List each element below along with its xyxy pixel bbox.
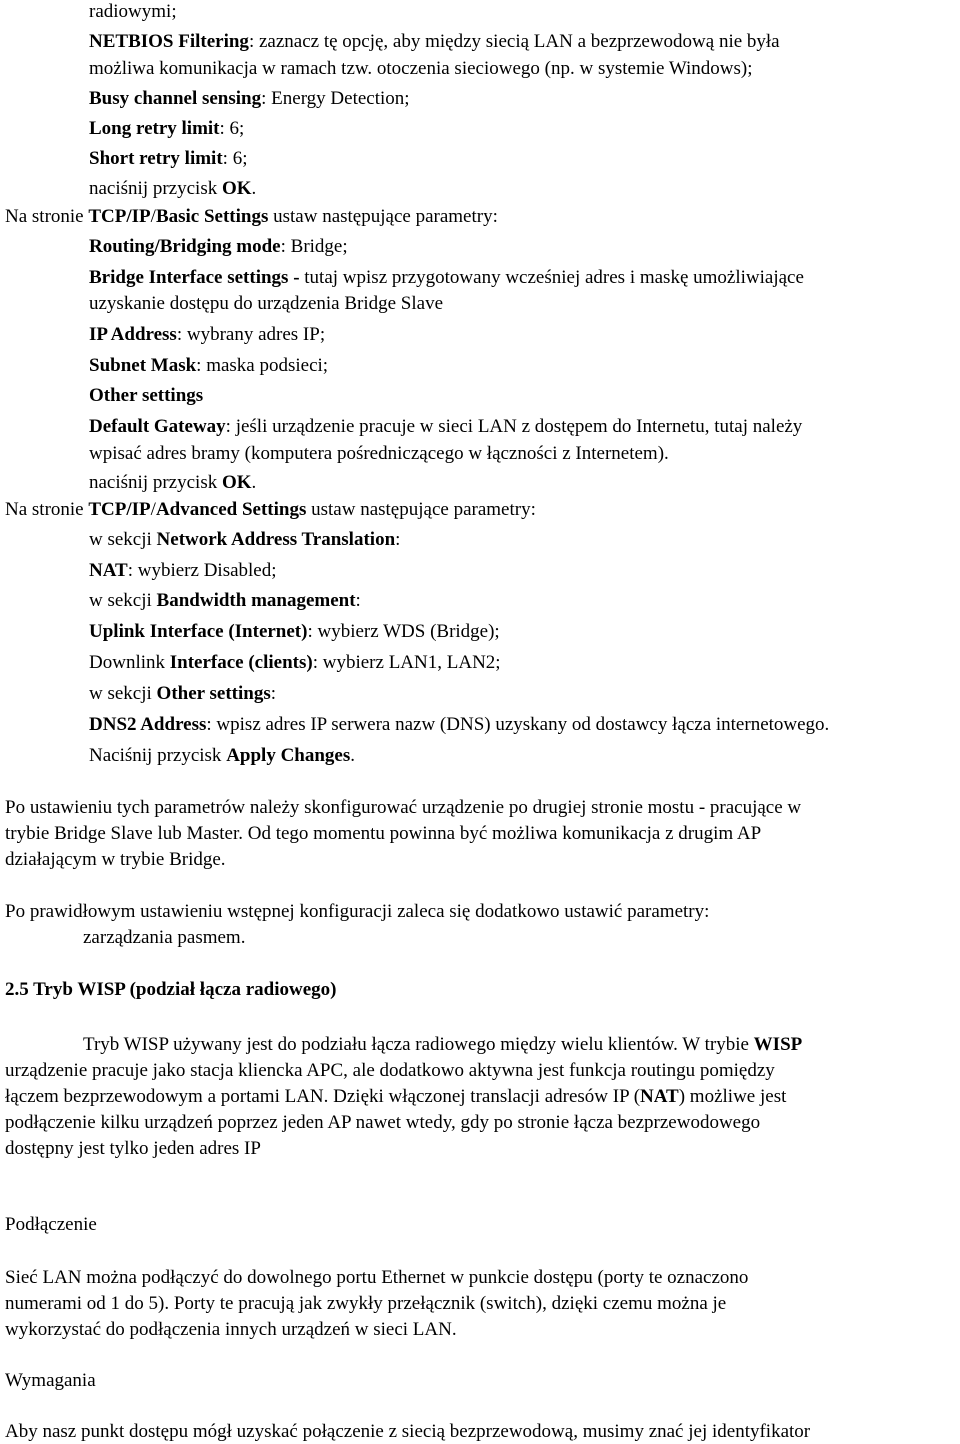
- text-run: w sekcji: [89, 683, 157, 704]
- text-line: [89, 355, 328, 377]
- text-line: [5, 1267, 748, 1289]
- text-run: Sieć LAN można podłączyć do dowolnego portu Ethernet w punkcie dostępu (porty te oznaczono: [5, 1267, 749, 1288]
- bold-run: Uplink Interface (Internet): [89, 621, 308, 642]
- text-line: [89, 118, 244, 140]
- bold-run: DNS2 Address: [89, 714, 207, 735]
- text-line: [5, 1138, 261, 1160]
- bold-run: NAT: [89, 560, 128, 581]
- text-line: [89, 148, 247, 170]
- bold-run: WISP: [753, 1034, 803, 1055]
- text-line: [89, 293, 443, 315]
- text-line: [89, 683, 276, 705]
- text-run: urządzenie pracuje jako stacja klienck​a APC, ale dodatkowo aktywna jest funkcja routingu pomiędzy: [5, 1060, 775, 1081]
- text-run: wykorzystać do podłączenia innych urządzeń w sieci LAN.: [5, 1319, 457, 1340]
- text-line: [5, 797, 801, 819]
- text-line: [89, 31, 780, 53]
- text-run: .: [251, 472, 257, 493]
- bold-run: Default Gateway: [89, 416, 226, 437]
- text-run: : wybierz LAN1, LAN2;: [312, 652, 501, 673]
- bold-run: Long retry limit: [89, 118, 220, 139]
- text-line: [5, 901, 709, 923]
- text-run: możliwa komunikacja w ramach tzw. otoczenia sieciowego (np. w systemie Windows);: [89, 58, 753, 79]
- text-run: :: [270, 683, 276, 704]
- text-run: : 6;: [222, 148, 248, 169]
- text-run: : wybierz WDS (Bridge);: [307, 621, 500, 642]
- bold-run: Busy channel sensing: [89, 88, 262, 109]
- text-run: :: [355, 590, 361, 611]
- text-run: Podłączenie: [5, 1214, 97, 1235]
- text-run: : zaznacz tę opcję, aby między siecią LAN a bezprzewodową nie była: [248, 31, 780, 52]
- text-line: [5, 1086, 786, 1108]
- bold-run: Network Address Translation: [156, 529, 396, 550]
- bold-run: Subnet Mask: [89, 355, 197, 376]
- bold-run: TCP/IP: [88, 499, 151, 520]
- text-line: [89, 178, 256, 200]
- text-line: [5, 1293, 726, 1315]
- bold-run: Apply Changes: [226, 745, 351, 766]
- text-run: Naciśnij przycisk: [89, 745, 227, 766]
- text-line: [89, 472, 256, 494]
- bold-run: Other settings: [89, 385, 204, 406]
- text-line: [89, 652, 501, 674]
- text-line: [89, 443, 669, 465]
- text-line: [89, 58, 753, 80]
- text-run: ustaw następujące parametry:: [306, 499, 536, 520]
- bold-run: Bandwidth management: [156, 590, 356, 611]
- bold-run: NETBIOS Filtering: [89, 31, 249, 52]
- text-run: Na stronie: [5, 206, 89, 227]
- text-line: [89, 745, 355, 767]
- text-run: :: [395, 529, 401, 550]
- text-line: [89, 385, 203, 407]
- text-line: [89, 236, 348, 258]
- text-run: Tryb WISP używany jest do podziału łącza radiowego między wielu klientów. W trybie: [83, 1034, 754, 1055]
- bold-run: TCP/IP: [88, 206, 151, 227]
- text-run: : Energy Detection;: [261, 88, 410, 109]
- text-run: : jeśli urządzenie pracuje w sieci LAN z dostępem do Internetu, tutaj należy: [225, 416, 803, 437]
- text-run: ustaw następujące parametry:: [268, 206, 498, 227]
- text-line: [89, 88, 410, 110]
- text-line: [89, 560, 277, 582]
- text-line: [5, 849, 226, 871]
- text-line: [5, 1060, 775, 1082]
- text-run: dostępny jest tylko jeden adres IP: [5, 1138, 261, 1159]
- bold-run: OK: [221, 178, 252, 199]
- text-run: .: [350, 745, 356, 766]
- text-line: [89, 267, 804, 289]
- bold-run: 2.5 Tryb WISP (podział łącza radiowego): [5, 979, 337, 1000]
- text-line: [89, 1, 177, 23]
- bold-run: Advanced Settings: [155, 499, 307, 520]
- bold-run: OK: [221, 472, 252, 493]
- text-run: radiowymi;: [89, 1, 177, 22]
- text-run: Downlink: [89, 652, 170, 673]
- bold-run: Bridge Interface settings -: [89, 267, 300, 288]
- bold-run: Basic Settings: [155, 206, 269, 227]
- text-run: : maska podsieci;: [196, 355, 329, 376]
- text-line: [5, 1421, 810, 1443]
- text-line: [5, 499, 536, 521]
- text-run: numerami od 1 do 5). Porty te pracują jak zwykły przełącznik (switch), dzięki czemu można je: [5, 1293, 727, 1314]
- text-line: [89, 714, 829, 736]
- subheading: [5, 1370, 96, 1392]
- text-line: [5, 1112, 760, 1134]
- text-run: łączem bezprzewodowym a portami LAN. Dzięki włączonej translacji adresów IP (: [5, 1086, 641, 1107]
- bold-run: Short retry limit: [89, 148, 223, 169]
- text-line: [5, 1319, 457, 1341]
- text-run: uzyskanie dostępu do urządzenia Bridge Slave: [89, 293, 444, 314]
- text-run: : wybierz Disabled;: [127, 560, 277, 581]
- text-run: : 6;: [219, 118, 245, 139]
- text-line: [89, 416, 802, 438]
- text-run: naciśnij przycisk: [89, 178, 222, 199]
- text-run: w sekcji: [89, 529, 157, 550]
- text-run: Po ustawieniu tych parametrów należy skonfigurować urządzenie po drugiej stronie mostu - pracujące w: [5, 797, 802, 818]
- text-run: Po prawidłowym ustawieniu wstępnej konfiguracji zaleca się dodatkowo ustawić parametry:: [5, 901, 710, 922]
- text-line: [83, 1034, 802, 1056]
- section-heading: [5, 979, 336, 1001]
- bold-run: Interface (clients): [169, 652, 313, 673]
- text-run: ) możliwe jest: [678, 1086, 787, 1107]
- bold-run: Routing/Bridging mode: [89, 236, 281, 257]
- text-run: .: [251, 178, 257, 199]
- text-run: /: [150, 206, 156, 227]
- text-run: podłączenie kilku urządzeń poprzez jeden AP nawet wtedy, gdy po stronie łącza bezprzewodowego: [5, 1112, 761, 1133]
- text-run: /: [150, 499, 156, 520]
- text-line: [89, 324, 325, 346]
- text-run: : wpisz adres IP serwera nazw (DNS) uzyskany od dostawcy łącza internetowego.: [206, 714, 830, 735]
- subheading: [5, 1214, 97, 1236]
- text-line: [89, 590, 361, 612]
- text-run: w sekcji: [89, 590, 157, 611]
- text-line: [89, 529, 400, 551]
- text-run: naciśnij przycisk: [89, 472, 222, 493]
- text-run: Aby nasz punkt dostępu mógł uzyskać połączenie z siecią bezprzewodową, musimy znać jej identyfikator: [5, 1421, 811, 1442]
- text-run: : Bridge;: [280, 236, 348, 257]
- text-run: zarządzania pasmem.: [83, 927, 246, 948]
- text-run: Na stronie: [5, 499, 89, 520]
- bold-run: Other settings: [156, 683, 271, 704]
- text-line: [83, 927, 245, 949]
- text-run: działającym w trybie Bridge.: [5, 849, 226, 870]
- text-line: [5, 823, 761, 845]
- text-run: tutaj wpisz przygotowany wcześniej adres i maskę umożliwiające: [299, 267, 804, 288]
- bold-run: IP Address: [89, 324, 177, 345]
- text-run: trybie Bridge Slave lub Master. Od tego momentu powinna być możliwa komunikacja z drugim AP: [5, 823, 762, 844]
- text-run: : wybrany adres IP;: [176, 324, 326, 345]
- bold-run: NAT: [640, 1086, 679, 1107]
- text-line: [89, 621, 500, 643]
- text-line: [5, 206, 498, 228]
- text-run: wpisać adres bramy (komputera pośredniczącego w łączności z Internetem).: [89, 443, 669, 464]
- text-run: Wymagania: [5, 1370, 96, 1391]
